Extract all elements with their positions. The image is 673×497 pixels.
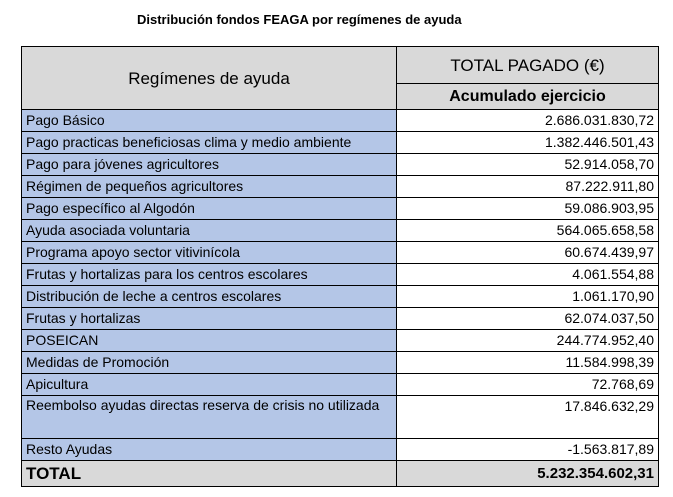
table-row bbox=[22, 352, 659, 374]
row-value: 1.061.170,90 bbox=[397, 286, 659, 308]
row-label: Ayuda asociada voluntaria bbox=[22, 220, 397, 242]
row-value: 62.074.037,50 bbox=[397, 308, 659, 330]
row-label: POSEICAN bbox=[22, 330, 397, 352]
total-value: 5.232.354.602,31 bbox=[397, 461, 659, 487]
table-row bbox=[22, 198, 659, 220]
row-value: 17.846.632,29 bbox=[397, 396, 659, 439]
row-value: 4.061.554,88 bbox=[397, 264, 659, 286]
header-total-paid: TOTAL PAGADO (€) bbox=[397, 47, 659, 84]
row-label: Pago para jóvenes agricultores bbox=[22, 154, 397, 176]
row-label: Distribución de leche a centros escolares bbox=[22, 286, 397, 308]
total-row bbox=[22, 461, 659, 487]
row-label: Apicultura bbox=[22, 374, 397, 396]
table-row bbox=[22, 396, 659, 439]
table-row bbox=[22, 132, 659, 154]
row-label: Pago Básico bbox=[22, 110, 397, 132]
row-value: 564.065.658,58 bbox=[397, 220, 659, 242]
table-row bbox=[22, 374, 659, 396]
row-label: Pago practicas beneficiosas clima y medio ambiente bbox=[22, 132, 397, 154]
page-title: Distribución fondos FEAGA por regímenes de ayuda bbox=[137, 12, 462, 27]
table-row bbox=[22, 110, 659, 132]
row-label: Régimen de pequeños agricultores bbox=[22, 176, 397, 198]
header-regimes: Regímenes de ayuda bbox=[22, 47, 397, 110]
table-row bbox=[22, 308, 659, 330]
row-label: Programa apoyo sector vitivinícola bbox=[22, 242, 397, 264]
row-label: Pago específico al Algodón bbox=[22, 198, 397, 220]
table-row bbox=[22, 264, 659, 286]
table-row bbox=[22, 242, 659, 264]
table-row bbox=[22, 154, 659, 176]
row-value: 59.086.903,95 bbox=[397, 198, 659, 220]
table-row bbox=[22, 286, 659, 308]
row-value: 52.914.058,70 bbox=[397, 154, 659, 176]
total-label: TOTAL bbox=[22, 461, 397, 487]
table-row bbox=[22, 220, 659, 242]
row-value: 87.222.911,80 bbox=[397, 176, 659, 198]
row-value: 2.686.031.830,72 bbox=[397, 110, 659, 132]
row-label: Reembolso ayudas directas reserva de crisis no utilizada bbox=[22, 396, 397, 439]
header-cumulative: Acumulado ejercicio bbox=[397, 84, 659, 110]
row-label: Frutas y hortalizas bbox=[22, 308, 397, 330]
row-value: 72.768,69 bbox=[397, 374, 659, 396]
header-row bbox=[22, 47, 659, 84]
row-label: Medidas de Promoción bbox=[22, 352, 397, 374]
row-value: 11.584.998,39 bbox=[397, 352, 659, 374]
row-value: -1.563.817,89 bbox=[397, 439, 659, 461]
row-label: Resto Ayudas bbox=[22, 439, 397, 461]
feaga-table bbox=[21, 46, 659, 487]
row-value: 244.774.952,40 bbox=[397, 330, 659, 352]
table-row bbox=[22, 330, 659, 352]
row-value: 60.674.439,97 bbox=[397, 242, 659, 264]
row-value: 1.382.446.501,43 bbox=[397, 132, 659, 154]
row-label: Frutas y hortalizas para los centros escolares bbox=[22, 264, 397, 286]
table-row bbox=[22, 176, 659, 198]
table-row bbox=[22, 439, 659, 461]
